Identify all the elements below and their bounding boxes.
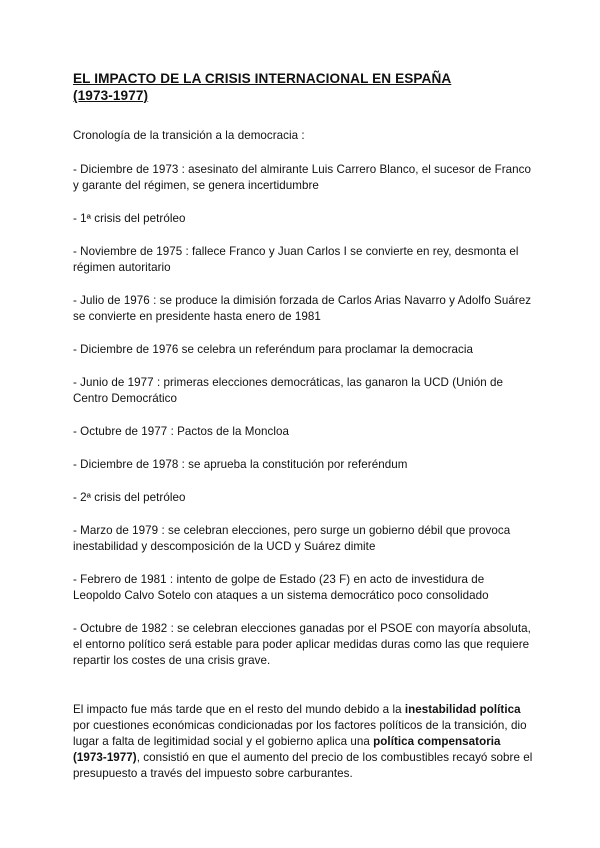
intro-text: Cronología de la transición a la democracia : (73, 129, 305, 142)
timeline-entry: - Marzo de 1979 : se celebran elecciones, pero surge un gobierno débil que provoca inestabilidad y descomposición de la UCD y Suárez dimite (73, 524, 511, 553)
timeline-entry: - Julio de 1976 : se produce la dimisión forzada de Carlos Arias Navarro y Adolfo Suárez se convierte en presidente hasta enero de 1981 (73, 294, 532, 323)
conclusion-text: por cuestiones económicas condicionadas por los factores políticos de la transición, dio lugar a falta de legitimidad social y el gobierno aplica una (73, 719, 527, 748)
timeline-entry: - Diciembre de 1978 : se aprueba la constitución por referéndum (73, 458, 408, 471)
timeline-entry: - Diciembre de 1973 : asesinato del almirante Luis Carrero Blanco, el sucesor de Franco y garante del régimen, se genera incertidumbre (73, 163, 532, 192)
timeline-entry: - Junio de 1977 : primeras elecciones democráticas, las ganaron la UCD (Unión de Centro Democrático (73, 376, 503, 405)
document-title (73, 70, 533, 104)
timeline-entry: - Diciembre de 1976 se celebra un referéndum para proclamar la democracia (73, 343, 473, 356)
document-page (73, 70, 533, 782)
conclusion-paragraph (73, 702, 533, 782)
timeline-entry: - Febrero de 1981 : intento de golpe de Estado (23 F) en acto de investidura de Leopoldo Calvo Sotelo con ataques a un sistema democrático poco consolidado (73, 573, 489, 602)
timeline-entry: - Noviembre de 1975 : fallece Franco y Juan Carlos I se convierte en rey, desmonta el régimen autoritario (73, 245, 519, 274)
conclusion-text: , consistió en que el aumento del precio de los combustibles recayó sobre el presupuesto a través del impuesto sobre carburantes. (73, 751, 533, 780)
conclusion-text: El impacto fue más tarde que en el resto del mundo debido a la (73, 703, 405, 716)
bold-term: inestabilidad política (404, 703, 521, 716)
title-line-1: EL IMPACTO DE LA CRISIS INTERNACIONAL EN ESPAÑA (73, 71, 452, 86)
timeline-entry: - Octubre de 1982 : se celebran elecciones ganadas por el PSOE con mayoría absoluta, el entorno político será estable para poder aplicar medidas duras como las que requiere repartir los costes de una crisis grave. (73, 622, 531, 667)
timeline-entry: - Octubre de 1977 : Pactos de la Moncloa (73, 425, 289, 438)
timeline-entry: - 2ª crisis del petróleo (73, 491, 186, 504)
bold-term: política compensatoria (1973-1977) (73, 735, 501, 764)
timeline-entry: - 1ª crisis del petróleo (73, 212, 186, 225)
title-line-2: (1973-1977) (73, 88, 149, 103)
